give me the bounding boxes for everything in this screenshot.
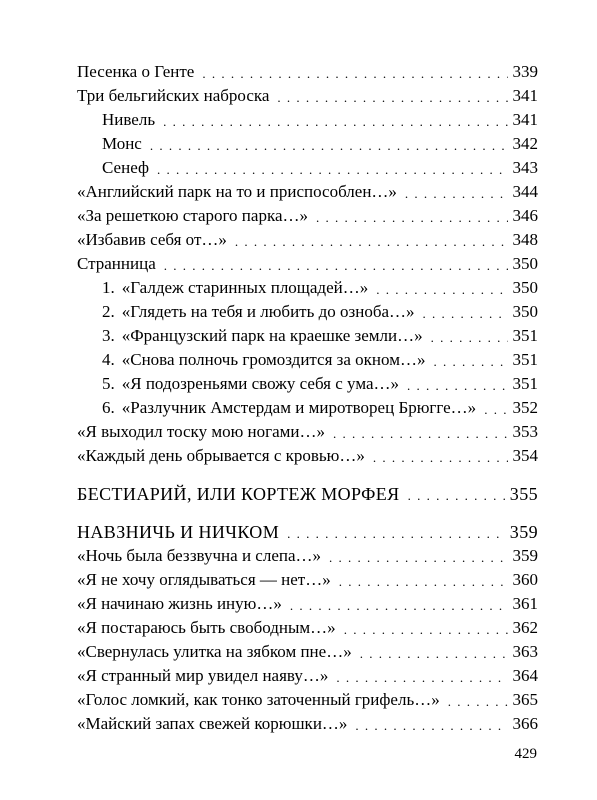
toc-entry-page: 366	[512, 714, 538, 733]
toc-entry-page: 351	[512, 326, 538, 345]
toc-entry	[0, 80, 597, 106]
toc-entry	[0, 392, 597, 418]
toc-entry-title: Три бельгийских наброска	[77, 86, 270, 105]
toc-entry-page: 341	[512, 110, 538, 129]
toc-leader-dots	[373, 450, 508, 466]
toc-entry	[0, 128, 597, 154]
toc-entry-page: 350	[512, 302, 538, 321]
toc-entry-title: Песенка о Генте	[77, 62, 195, 81]
toc-entry-page: 346	[512, 206, 538, 225]
toc-section-heading	[0, 478, 597, 504]
toc-entry-title: «Я начинаю жизнь иную…»	[77, 594, 282, 613]
toc-entry	[0, 272, 597, 298]
toc-leader-dots	[408, 488, 505, 504]
toc-leader-dots	[355, 718, 507, 734]
toc-entry-page: 362	[512, 618, 538, 637]
toc-entry-page: 341	[512, 86, 538, 105]
toc-entry-page: 350	[512, 278, 538, 297]
toc-entry-title: «Английский парк на то и приспособлен…»	[77, 182, 397, 201]
toc-entry	[0, 200, 597, 226]
toc-entry	[0, 684, 597, 710]
toc-entry	[0, 416, 597, 442]
toc-entry-title: БЕСТИАРИЙ, ИЛИ КОРТЕЖ МОРФЕЯ	[77, 484, 400, 504]
toc-entry	[0, 368, 597, 394]
toc-entry-title: Странница	[77, 254, 156, 273]
toc-entry-title: «Галдеж старинных площадей…»	[121, 278, 369, 297]
page-number: 429	[514, 746, 537, 762]
toc-entry-page: 351	[512, 374, 538, 393]
toc-entry-page: 361	[512, 594, 538, 613]
toc-entry-title: «Ночь была беззвучна и слепа…»	[77, 546, 322, 565]
toc-entry	[0, 540, 597, 566]
toc-entry-title: «Свернулась улитка на зябком пне…»	[77, 642, 352, 661]
toc-section-heading	[0, 516, 597, 542]
toc-entry	[0, 152, 597, 178]
toc-entry-title: «Голос ломкий, как тонко заточенный грифель…»	[77, 690, 440, 709]
toc-entry-title: «Каждый день обрывается с кровью…»	[77, 446, 365, 465]
toc-entry-page: 352	[512, 398, 538, 417]
toc-entry-page: 353	[512, 422, 538, 441]
toc-entry	[0, 296, 597, 322]
toc-entry-title: Сенеф	[102, 158, 149, 177]
toc-entry-page: 359	[509, 522, 538, 542]
toc-entry	[0, 660, 597, 686]
toc-entry	[0, 224, 597, 250]
toc-entry-number: 3.	[102, 326, 115, 345]
toc-entry-title: «Разлучник Амстердам и миротворец Брюгге…»	[121, 398, 477, 417]
toc-entry-page: 355	[509, 484, 538, 504]
toc-entry-title: Монс	[102, 134, 142, 153]
toc-entry	[0, 564, 597, 590]
toc-entry-title: НАВЗНИЧЬ И НИЧКОМ	[77, 522, 280, 542]
toc-entry-title: «Я постараюсь быть свободным…»	[77, 618, 336, 637]
toc-entry-number: 1.	[102, 278, 115, 297]
toc-entry-title: «Французский парк на краешке земли…»	[121, 326, 423, 345]
toc-entry-title: «Я подозреньями свожу себя с ума…»	[121, 374, 400, 393]
toc-entry	[0, 636, 597, 662]
toc-entry-page: 339	[512, 62, 538, 81]
toc-entry	[0, 104, 597, 130]
toc-entry-page: 351	[512, 350, 538, 369]
toc-entry-page: 348	[512, 230, 538, 249]
toc-entry	[0, 440, 597, 466]
toc-entry	[0, 320, 597, 346]
toc-entry-page: 364	[512, 666, 538, 685]
toc-entry-title: «Я странный мир увидел наяву…»	[77, 666, 329, 685]
toc-entry-number: 2.	[102, 302, 115, 321]
toc-entry-page: 343	[512, 158, 538, 177]
toc-entry-title: «Избавив себя от…»	[77, 230, 227, 249]
toc-entry-title: «Я не хочу оглядываться — нет…»	[77, 570, 331, 589]
toc-entry-page: 365	[512, 690, 538, 709]
toc-entry	[0, 176, 597, 202]
toc-entry-page: 363	[512, 642, 538, 661]
toc-entry	[0, 248, 597, 274]
toc-entry-number: 4.	[102, 350, 115, 369]
toc-entry	[0, 612, 597, 638]
toc-entry-number: 5.	[102, 374, 115, 393]
toc-entry-page: 342	[512, 134, 538, 153]
toc-entry-title: «Снова полночь громоздится за окном…»	[121, 350, 426, 369]
toc-entry-page: 350	[512, 254, 538, 273]
toc-entry-page: 344	[512, 182, 538, 201]
toc-entry	[0, 708, 597, 734]
toc-entry-title: «Майский запах свежей корюшки…»	[77, 714, 348, 733]
toc-entry-title: «За решеткою старого парка…»	[77, 206, 308, 225]
toc-entry	[0, 344, 597, 370]
toc-entry-title: «Глядеть на тебя и любить до озноба…»	[121, 302, 415, 321]
toc-entry-page: 359	[512, 546, 538, 565]
toc-entry-page: 360	[512, 570, 538, 589]
toc-entry-number: 6.	[102, 398, 115, 417]
toc-entry	[0, 588, 597, 614]
toc-entry-title: «Я выходил тоску мою ногами…»	[77, 422, 326, 441]
toc-entry-title: Нивель	[102, 110, 156, 129]
toc-entry	[0, 56, 597, 82]
toc-entry-page: 354	[512, 446, 538, 465]
